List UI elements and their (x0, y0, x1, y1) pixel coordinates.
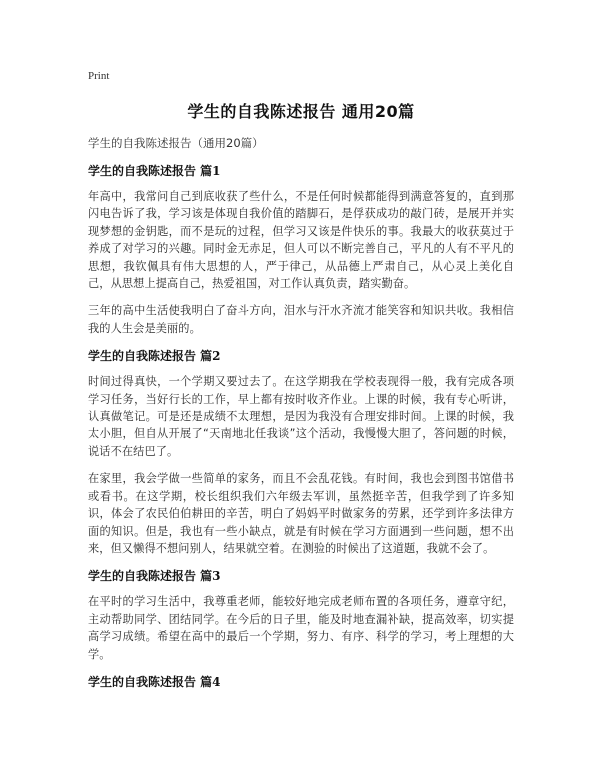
document-subtitle: 学生的自我陈述报告（通用20篇） (88, 136, 264, 150)
paragraph: 在平时的学习生活中，我尊重老师，能较好地完成老师布置的各项任务，遵章守纪，主动帮助同学、团结同学。在今后的日子里，能及时地查漏补缺，提高效率，切实提高学习成绩。希望在高中的最后一个学期，努力、有序、科学的学习，考上理想的大学。 (88, 595, 514, 661)
section-2 (88, 347, 514, 557)
section-3 (88, 567, 514, 663)
paragraph: 三年的高中生活使我明白了奋斗方向，泪水与汗水齐流才能笑容和知识共收。我相信我的人生会是美丽的。 (88, 304, 514, 335)
section-heading: 学生的自我陈述报告 篇3 (88, 569, 221, 584)
section-4 (88, 673, 514, 690)
paragraph: 时间过得真快，一个学期又要过去了。在这学期我在学校表现得一般，我有完成各项学习任务，当好行长的工作，早上都有按时收齐作业。上课的时候，我有专心听讲，认真做笔记。可是还是成绩不太理想，是因为我没有合理安排时间。上课的时候，我太小胆，但自从开展了“天南地北任我谈”这个活动，我慢慢大胆了，答问题的时候，说话不在结巴了。 (88, 375, 514, 458)
section-heading: 学生的自我陈述报告 篇2 (88, 349, 221, 364)
paragraph: 年高中，我常问自己到底收获了些什么，不是任何时候都能得到满意答复的，直到那闪电告诉了我，学习该是体现自我价值的踏脚石，是俘获成功的敲门砖，是展开并实现梦想的金钥匙，而不是玩的过程，但学习又该是件快乐的事。我最大的收获莫过于养成了对学习的兴趣。同时金无赤足，但人可以不断完善自己，平凡的人有不平凡的思想，我钦佩具有伟大思想的人，严于律己，从品德上严肃自己，从心灵上美化自己，从思想上提高自己，热爱祖国，对工作认真负责，踏实勤奋。 (88, 190, 514, 291)
document-title: 学生的自我陈述报告 通用20篇 (187, 102, 415, 121)
section-1 (88, 162, 514, 337)
paragraph: 在家里，我会学做一些简单的家务，而且不会乱花钱。有时间，我也会到图书馆借书或看书。在这学期，校长组织我们六年级去军训，虽然挺辛苦，但我学到了许多知识，体会了农民伯伯耕田的辛苦，明白了妈妈平时做家务的劳累，还学到许多法律方面的知识。但是，我也有一些小缺点，就是有时候在学习方面遇到一些问题，想不出来，但又懒得不想问别人，结果就空着。在测验的时候出了这道题，我就不会了。 (88, 472, 514, 555)
print-link[interactable]: Print (88, 70, 110, 82)
section-heading: 学生的自我陈述报告 篇4 (88, 674, 221, 689)
section-heading: 学生的自我陈述报告 篇1 (88, 164, 221, 178)
